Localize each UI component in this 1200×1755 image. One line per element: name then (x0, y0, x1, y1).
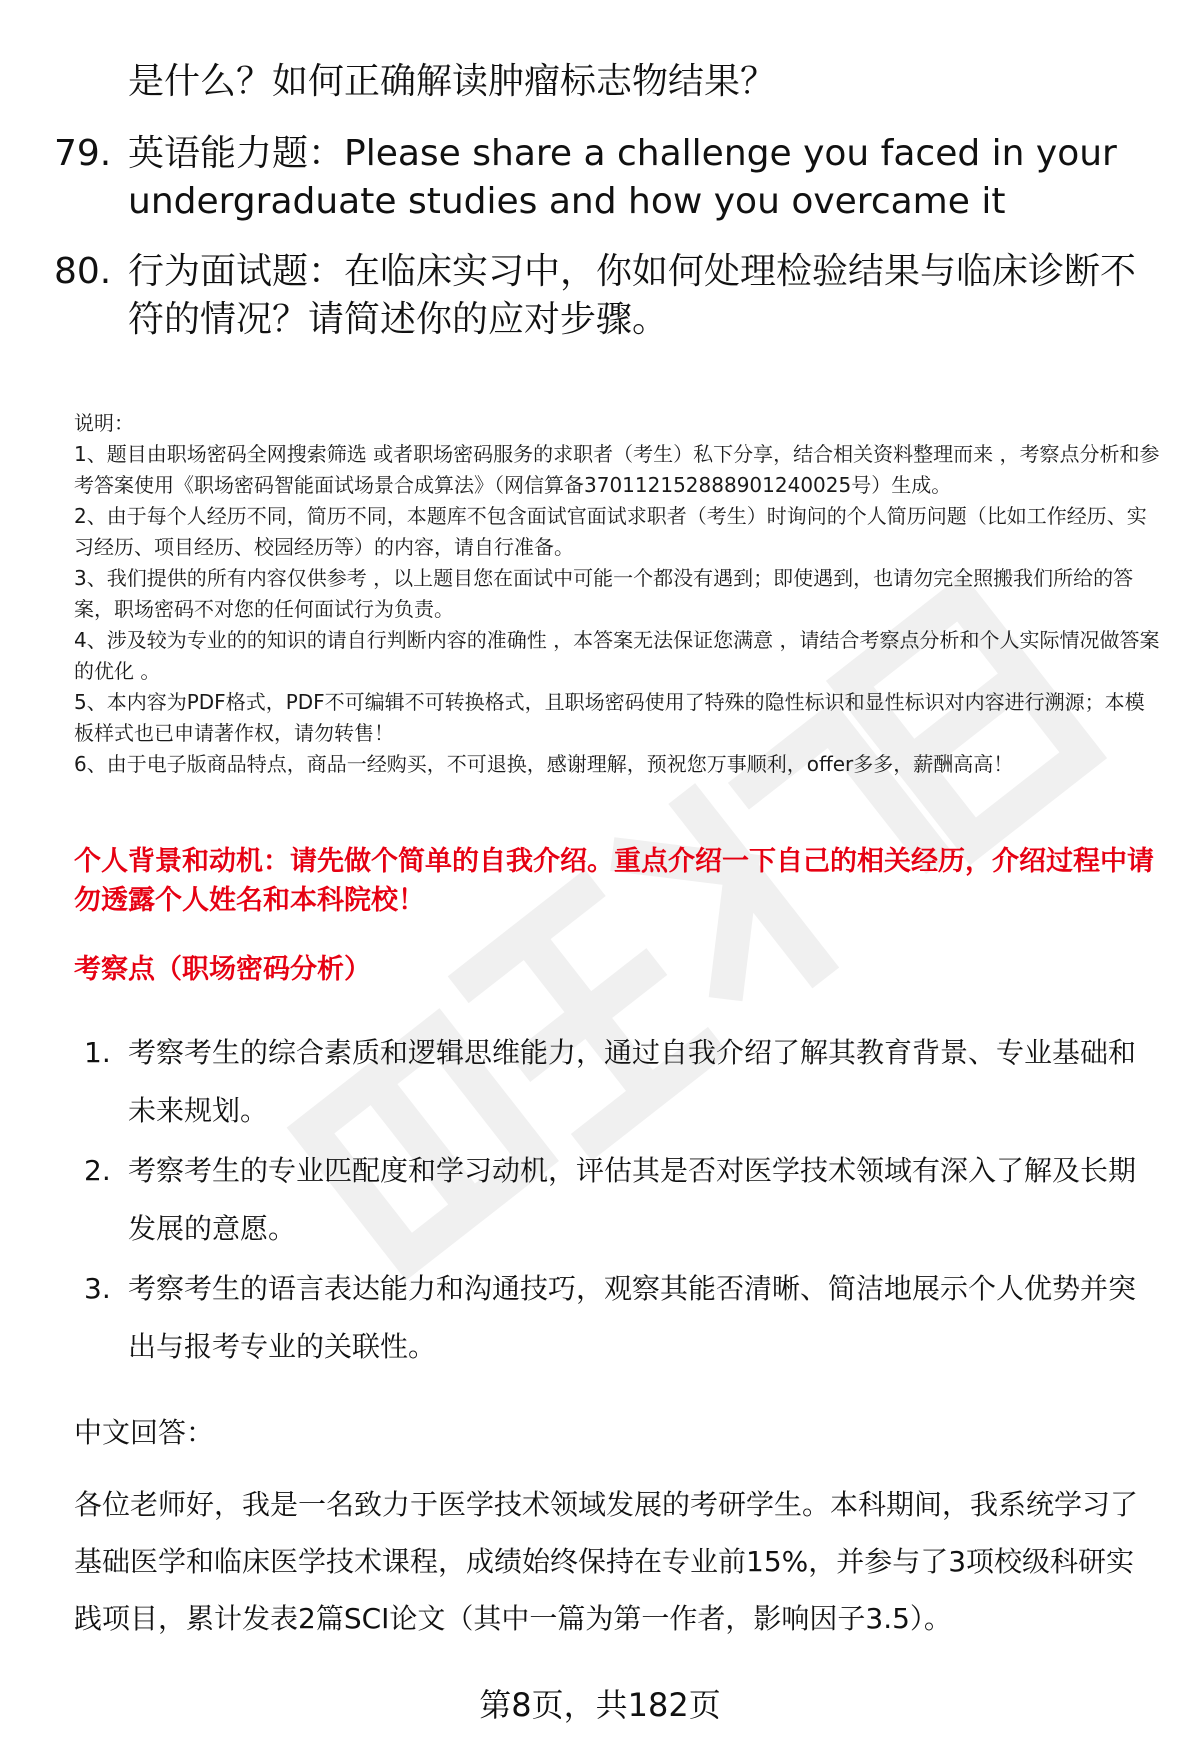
question-78-continuation: 是什么？如何正确解读肿瘤标志物结果？ (128, 61, 777, 102)
point-number: 3. (84, 1272, 111, 1305)
answer-text: 各位老师好，我是一名致力于医学技术领域发展的考研学生。本科期间，我系统学习了基础医学和临床医学技术课程，成绩始终保持在专业前15%，并参与了3项校级科研实践项目，累计发表2篇SCI论文（其中一篇为第一作者，影响因子3.5）。 (74, 1488, 1139, 1635)
page-footer: 第8页，共182页 (479, 1686, 721, 1724)
note-item: 6、由于电子版商品特点，商品一经购买，不可退换，感谢理解，预祝您万事顺利，offer多多，薪酬高高！ (74, 752, 1014, 776)
note-item: 1、题目由职场密码全网搜索筛选 或者职场密码服务的求职者（考生）私下分享，结合相关资料整理而来 ，考察点分析和参考答案使用《职场密码智能面试场景合成算法》（网信算备370112152888901240025号）生成。 (74, 442, 1160, 497)
point-text: 考察考生的专业匹配度和学习动机，评估其是否对医学技术领域有深入了解及长期发展的意愿。 (128, 1154, 1137, 1245)
question-number: 79. (54, 133, 112, 174)
note-item: 2、由于每个人经历不同，简历不同，本题库不包含面试官面试求职者（考生）时询问的个人简历问题（比如工作经历、实习经历、项目经历、校园经历等）的内容，请自行准备。 (74, 504, 1147, 559)
notes-block (74, 408, 1164, 780)
point-number: 1. (84, 1036, 111, 1069)
section-heading: 个人背景和动机：请先做个简单的自我介绍。重点介绍一下自己的相关经历，介绍过程中请勿透露个人姓名和本科院校！ (74, 846, 1154, 916)
question-text: 行为面试题：在临床实习中，你如何处理检验结果与临床诊断不符的情况？请简述你的应对步骤。 (128, 251, 1137, 340)
question-text: 英语能力题：Please share a challenge you faced in your undergraduate studies and how you overcame it (128, 133, 1117, 222)
answer-title: 中文回答： (74, 1416, 215, 1449)
note-item: 3、我们提供的所有内容仅供参考 ，以上题目您在面试中可能一个都没有遇到；即使遇到，也请勿完全照搬我们所给的答案，职场密码不对您的任何面试行为负责。 (74, 566, 1134, 621)
note-item: 5、本内容为PDF格式，PDF不可编辑不可转换格式，且职场密码使用了特殊的隐性标识和显性标识对内容进行溯源；本模板样式也已申请著作权，请勿转售！ (74, 690, 1145, 745)
point-text: 考察考生的综合素质和逻辑思维能力，通过自我介绍了解其教育背景、专业基础和未来规划。 (128, 1036, 1137, 1127)
point-text: 考察考生的语言表达能力和沟通技巧，观察其能否清晰、简洁地展示个人优势并突出与报考专业的关联性。 (128, 1272, 1137, 1363)
analysis-heading: 考察点（职场密码分析） (74, 954, 371, 985)
note-item: 4、涉及较为专业的的知识的请自行判断内容的准确性 ，本答案无法保证您满意 ，请结合考察点分析和个人实际情况做答案的优化 。 (74, 628, 1160, 683)
point-number: 2. (84, 1154, 111, 1187)
question-number: 80. (54, 251, 112, 292)
notes-title: 说明： (74, 411, 134, 435)
